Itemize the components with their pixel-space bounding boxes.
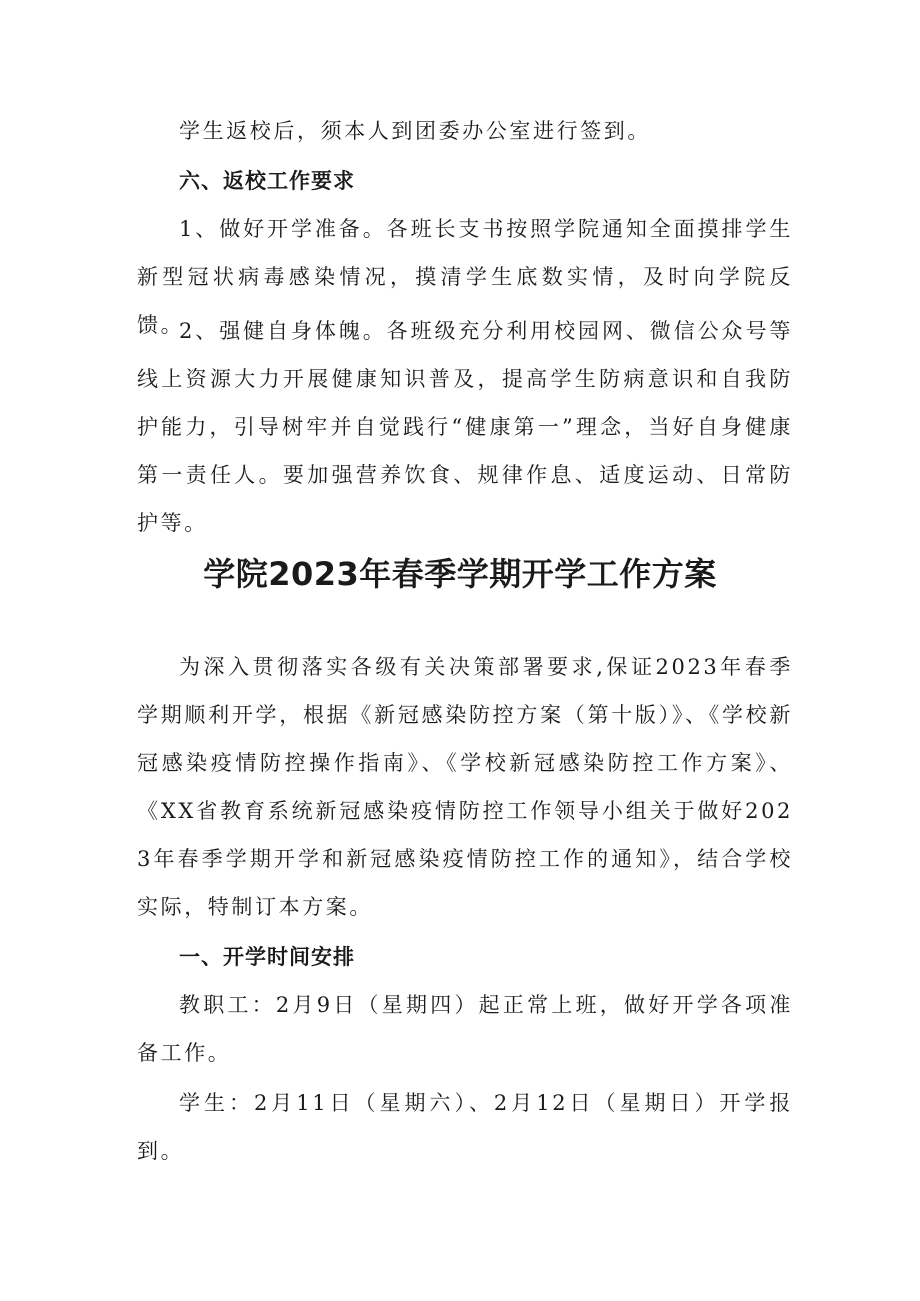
- document-title: 学院2023年春季学期开学工作方案: [203, 555, 717, 593]
- section-heading-schedule: 一、开学时间安排: [179, 945, 355, 969]
- staff-schedule-paragraph: 教职工：2月9日（星期四）起正常上班，做好开学各项准备工作。: [137, 993, 793, 1065]
- requirement-item-2: 2、强健自身体魄。各班级充分利用校园网、微信公众号等线上资源大力开展健康知识普及，提高学生防病意识和自我防护能力，引导树牢并自觉践行“健康第一”理念，当好自身健康第一责任人。要加强营养饮食、规律作息、适度运动、日常防护等。: [137, 319, 793, 535]
- intro-paragraph: 为深入贯彻落实各级有关决策部署要求,保证2023年春季学期顺利开学，根据《新冠感染防控方案（第十版）》、《学校新冠感染疫情防控操作指南》、《学校新冠感染防控工作方案》、《XX省教育系统新冠感染疫情防控工作领导小组关于做好2023年春季学期开学和新冠感染疫情防控工作的通知》，结合学校实际，特制订本方案。: [137, 655, 793, 919]
- requirement-item-1: 1、做好开学准备。各班长支书按照学院通知全面摸排学生新型冠状病毒感染情况，摸清学生底数实情，及时向学院反馈。: [137, 217, 793, 337]
- student-schedule-paragraph: 学生：2月11日（星期六）、2月12日（星期日）开学报到。: [137, 1091, 793, 1163]
- carryover-paragraph: 学生返校后，须本人到团委办公室进行签到。: [179, 119, 651, 143]
- section-heading-return-requirements: 六、返校工作要求: [179, 169, 355, 193]
